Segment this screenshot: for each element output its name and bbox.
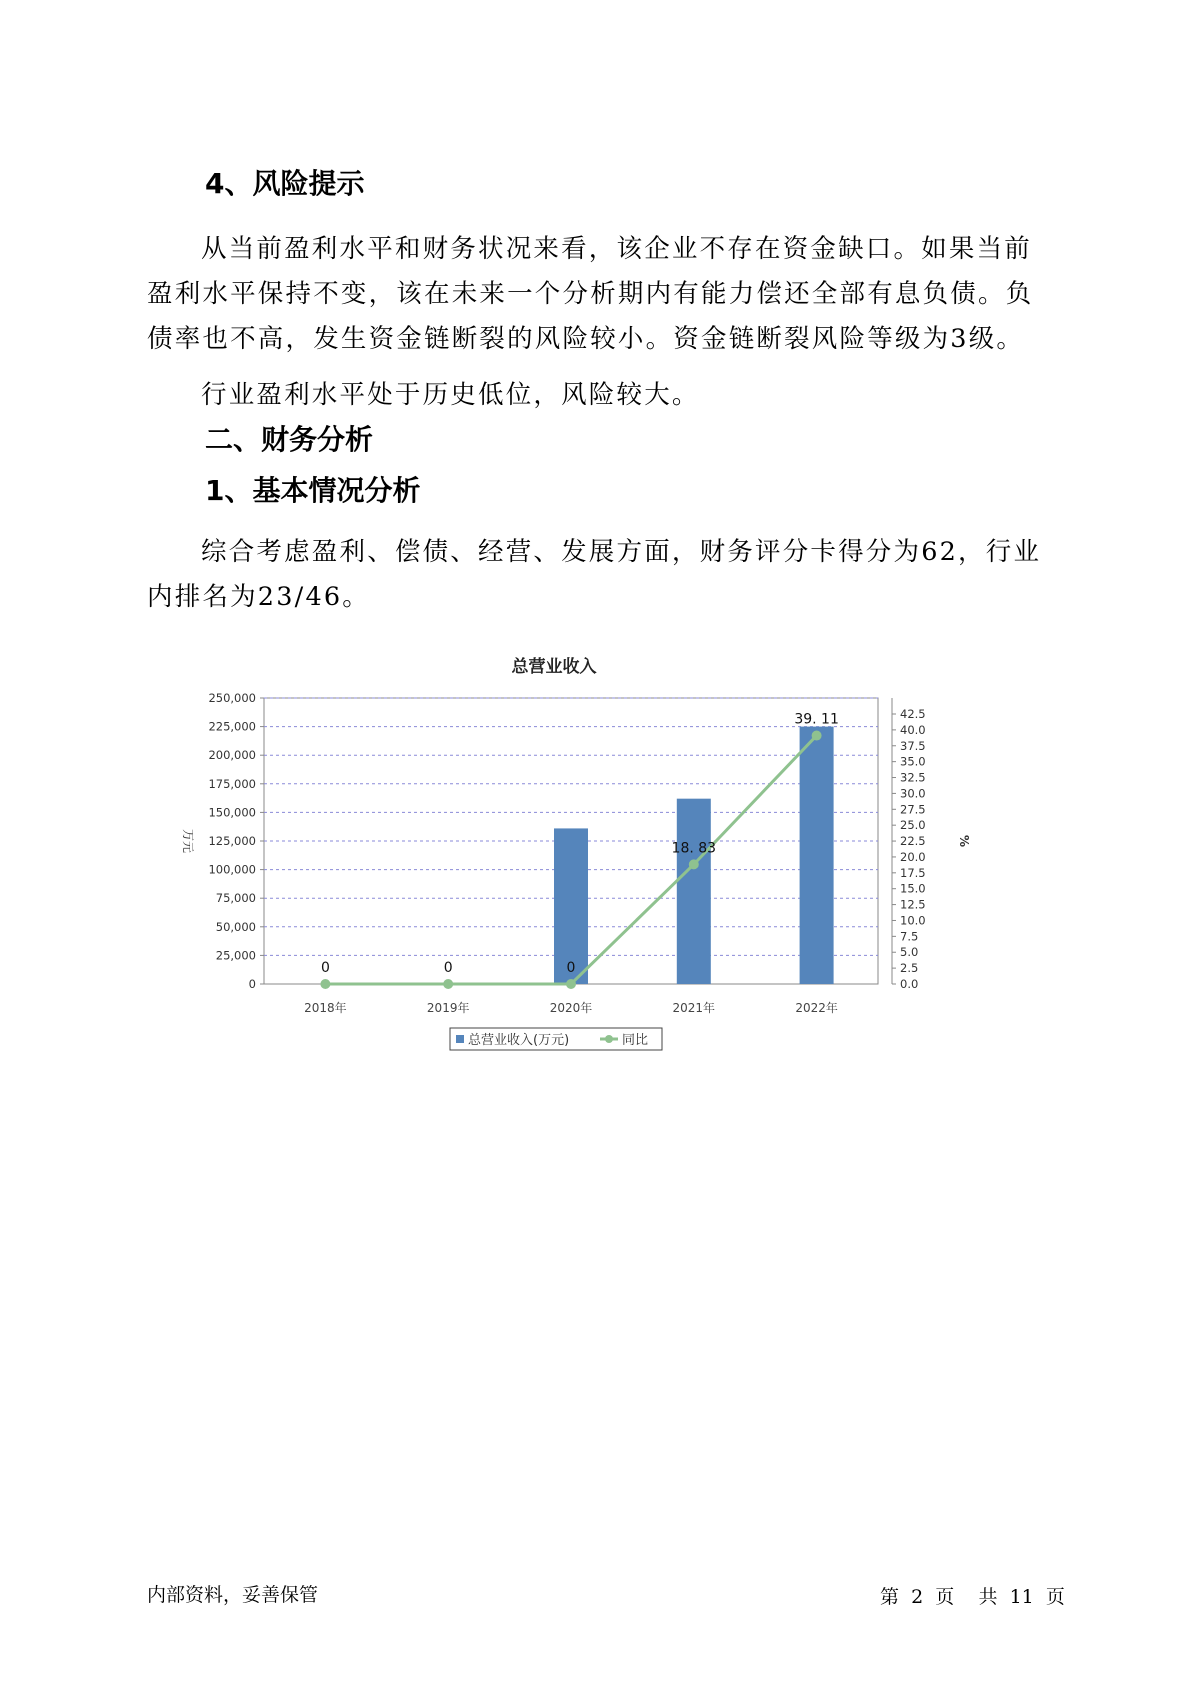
score-paragraph: 综合考虑盈利、偿债、经营、发展方面，财务评分卡得分为62，行业内排名为23/46。 (147, 537, 1042, 612)
y2-tick-label: 32.5 (900, 770, 926, 785)
revenue-chart (170, 657, 1050, 1140)
y-tick-label: 200,000 (208, 748, 256, 763)
total-prefix: 共 (978, 1586, 998, 1608)
total-unit: 页 (1045, 1586, 1065, 1608)
y2-tick-label: 17.5 (900, 865, 926, 880)
y2-tick-label: 25.0 (900, 818, 926, 833)
y-axis-label: 万元 (181, 828, 195, 854)
legend-bar-swatch (456, 1035, 464, 1043)
yoy-data-label: 0 (320, 960, 330, 976)
y-tick-label: 100,000 (208, 862, 256, 877)
y-tick-label: 75,000 (215, 891, 256, 906)
y-tick-label: 150,000 (208, 805, 256, 820)
yoy-point (689, 859, 699, 869)
y2-tick-label: 20.0 (900, 849, 926, 864)
y2-tick-label: 5.0 (900, 945, 919, 960)
footer-confidential: 内部资料，妥善保管 (147, 1584, 319, 1606)
legend-bar-label: 总营业收入(万元) (468, 1033, 570, 1048)
y2-tick-label: 22.5 (900, 834, 926, 849)
risk-paragraph: 从当前盈利水平和财务状况来看，该企业不存在资金缺口。如果当前盈利水平保持不变，该在未来一个分析期内有能力偿还全部有息负债。负债率也不高，发生资金链断裂的风险较小。资金链断裂风险等级为3级。 (147, 234, 1034, 354)
industry-risk-paragraph: 行业盈利水平处于历史低位，风险较大。 (201, 380, 700, 410)
y2-axis-label: % (957, 834, 971, 848)
y-tick-label: 125,000 (208, 834, 256, 848)
yoy-point (320, 979, 330, 989)
x-tick-label: 2021年 (672, 1001, 716, 1015)
y2-tick-label: 35.0 (900, 754, 926, 769)
bar-2021年 (677, 799, 711, 984)
page-unit: 页 (935, 1586, 955, 1608)
y-tick-label: 25,000 (215, 948, 256, 963)
y-tick-label: 250,000 (208, 691, 256, 705)
y2-tick-label: 40.0 (900, 722, 926, 737)
section-heading-financial: 二、财务分析 (205, 423, 374, 456)
y2-tick-label: 2.5 (900, 961, 919, 976)
y2-tick-label: 15.0 (900, 881, 926, 896)
y-tick-label: 175,000 (208, 776, 256, 791)
yoy-point (443, 979, 453, 989)
y-tick-label: 50,000 (215, 919, 256, 934)
x-tick-label: 2022年 (795, 1001, 838, 1015)
footer-page-number (880, 1582, 1065, 1612)
x-tick-label: 2018年 (304, 1001, 347, 1015)
y2-tick-label: 0.0 (900, 977, 919, 991)
y2-tick-label: 42.5 (900, 707, 926, 721)
subsection-heading-basic: 1、基本情况分析 (205, 474, 421, 507)
total-num: 11 (1009, 1586, 1034, 1608)
y2-tick-label: 10.0 (900, 913, 926, 928)
bar-2022年 (800, 727, 834, 984)
y2-tick-label: 30.0 (900, 786, 926, 801)
page-num: 2 (911, 1586, 924, 1608)
y-tick-label: 0 (248, 977, 256, 991)
x-tick-label: 2019年 (426, 1001, 470, 1015)
x-tick-label: 2020年 (549, 1001, 593, 1015)
yoy-data-label: 18. 83 (671, 840, 717, 857)
y2-tick-label: 37.5 (900, 738, 926, 753)
page-prefix: 第 (880, 1586, 900, 1608)
yoy-data-label: 0 (443, 960, 453, 976)
chart-title: 总营业收入 (511, 657, 597, 677)
y2-tick-label: 27.5 (900, 802, 926, 817)
legend-line-marker (605, 1035, 613, 1043)
y2-tick-label: 7.5 (900, 929, 919, 944)
yoy-point (812, 731, 822, 741)
y-tick-label: 225,000 (208, 719, 256, 734)
section-heading-risk: 4、风险提示 (205, 167, 365, 200)
yoy-data-label: 0 (566, 960, 576, 976)
y2-tick-label: 12.5 (900, 897, 926, 912)
yoy-point (566, 979, 576, 989)
yoy-data-label: 39. 11 (794, 711, 839, 728)
legend-line-label: 同比 (622, 1033, 649, 1048)
